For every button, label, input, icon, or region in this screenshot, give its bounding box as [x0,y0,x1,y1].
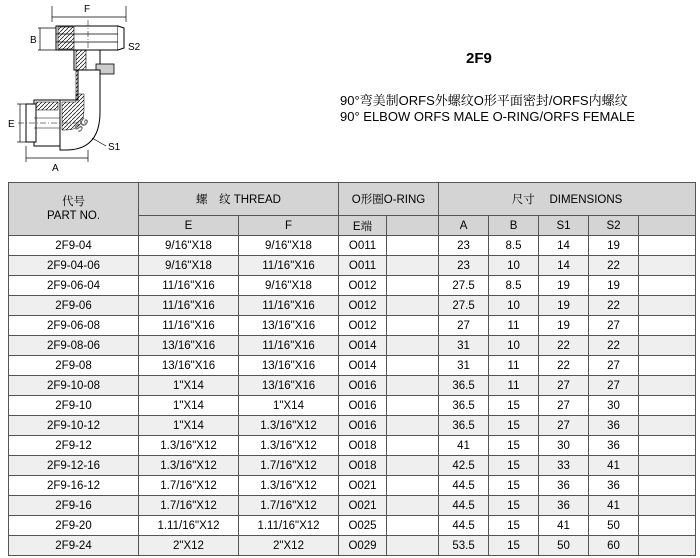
cell-e: 1.7/16"X12 [139,476,239,496]
cell-blank [639,536,696,556]
cell-f: 13/16"X16 [239,376,339,396]
cell-s2: 22 [589,336,639,356]
cell-blank [639,396,696,416]
cell-s2: 27 [589,316,639,336]
cell-s1: 19 [539,276,589,296]
cell-oring: O016 [339,416,387,436]
cell-a: 36.5 [439,396,489,416]
cell-a: 36.5 [439,416,489,436]
cell-s1: 22 [539,336,589,356]
cell-s2: 50 [589,516,639,536]
cell-blank [387,376,439,396]
cell-a: 31 [439,336,489,356]
table-row [9,416,696,436]
table-row [9,536,696,556]
header-part-no [9,183,139,236]
cell-b: 15 [489,416,539,436]
cell-s1: 14 [539,256,589,276]
cell-part: 2F9-10-12 [9,416,139,436]
cell-blank [639,276,696,296]
table-row [9,456,696,476]
title-chinese: 90°弯美制ORFS外螺纹O形平面密封/ORFS内螺纹 [340,93,628,108]
cell-blank [387,356,439,376]
cell-blank [387,536,439,556]
cell-s2: 36 [589,436,639,456]
cell-blank [387,336,439,356]
cell-part: 2F9-24 [9,536,139,556]
cell-s2: 30 [589,396,639,416]
subheader-a: A [439,216,489,236]
cell-e: 1.3/16"X12 [139,456,239,476]
dim-label-s2: S2 [128,42,141,53]
cell-s2: 22 [589,256,639,276]
cell-a: 36.5 [439,376,489,396]
header-oring: O形圈O-RING [339,183,439,216]
cell-b: 10 [489,336,539,356]
cell-s1: 33 [539,456,589,476]
cell-f: 13/16"X16 [239,356,339,376]
cell-blank [639,296,696,316]
cell-f: 1"X14 [239,396,339,416]
cell-a: 31 [439,356,489,376]
cell-f: 1.11/16"X12 [239,516,339,536]
cell-s1: 36 [539,496,589,516]
table-row [9,436,696,456]
cell-s2: 22 [589,296,639,316]
cell-oring: O025 [339,516,387,536]
cell-b: 8.5 [489,236,539,256]
cell-e: 13/16"X16 [139,336,239,356]
cell-part: 2F9-10 [9,396,139,416]
table-row [9,516,696,536]
cell-b: 15 [489,516,539,536]
table-row [9,316,696,336]
cell-s1: 27 [539,416,589,436]
cell-f: 11/16"X16 [239,336,339,356]
cell-blank [387,416,439,436]
header-thread: 螺 纹 THREAD [139,183,339,216]
cell-b: 10 [489,296,539,316]
cell-blank [387,296,439,316]
cell-b: 11 [489,376,539,396]
cell-f: 1.7/16"X12 [239,496,339,516]
cell-s1: 27 [539,376,589,396]
cell-blank [639,356,696,376]
cell-s2: 19 [589,236,639,256]
cell-oring: O029 [339,536,387,556]
subheader-blank [387,216,439,236]
cell-oring: O018 [339,456,387,476]
cell-blank [639,476,696,496]
cell-blank [639,376,696,396]
cell-a: 23 [439,256,489,276]
cell-blank [387,256,439,276]
dim-label-b: B [30,35,37,46]
cell-s1: 50 [539,536,589,556]
cell-f: 1.3/16"X12 [239,476,339,496]
cell-blank [639,456,696,476]
subheader-e: E [139,216,239,236]
cell-blank [639,256,696,276]
cell-e: 1"X14 [139,416,239,436]
table-row [9,256,696,276]
subheader-blank [639,216,696,236]
cell-b: 15 [489,496,539,516]
cell-oring: O021 [339,476,387,496]
cell-e: 1.11/16"X12 [139,516,239,536]
cell-oring: O011 [339,256,387,276]
table-row [9,296,696,316]
cell-blank [639,416,696,436]
cell-blank [387,236,439,256]
dim-label-e: E [8,119,15,130]
cell-b: 11 [489,356,539,376]
dim-label-s1: S1 [108,142,121,153]
table-row [9,236,696,256]
cell-f: 1.3/16"X12 [239,416,339,436]
cell-part: 2F9-10-08 [9,376,139,396]
cell-a: 41 [439,436,489,456]
table-row [9,396,696,416]
cell-e: 1.7/16"X12 [139,496,239,516]
subheader-s2: S2 [589,216,639,236]
cell-s2: 19 [589,276,639,296]
cell-s1: 19 [539,316,589,336]
cell-blank [639,496,696,516]
cell-part: 2F9-04 [9,236,139,256]
cell-b: 15 [489,536,539,556]
cell-a: 42.5 [439,456,489,476]
cell-s1: 27 [539,396,589,416]
spec-table [8,182,696,556]
cell-e: 9/16"X18 [139,236,239,256]
cell-e: 1"X14 [139,376,239,396]
table-row [9,476,696,496]
model-code: 2F9 [466,50,492,67]
cell-f: 9/16"X18 [239,236,339,256]
cell-s1: 19 [539,296,589,316]
cell-a: 53.5 [439,536,489,556]
cell-b: 10 [489,256,539,276]
cell-e: 11/16"X16 [139,276,239,296]
cell-part: 2F9-12-16 [9,456,139,476]
cell-a: 27.5 [439,276,489,296]
cell-blank [639,436,696,456]
cell-oring: O011 [339,236,387,256]
cell-a: 44.5 [439,496,489,516]
cell-s2: 27 [589,356,639,376]
cell-blank [639,336,696,356]
cell-blank [387,436,439,456]
cell-e: 1"X14 [139,396,239,416]
cell-b: 11 [489,316,539,336]
cell-f: 11/16"X16 [239,296,339,316]
cell-s2: 27 [589,376,639,396]
cell-oring: O021 [339,496,387,516]
cell-oring: O014 [339,336,387,356]
cell-blank [387,276,439,296]
header-dimensions: 尺寸 DIMENSIONS [439,183,696,216]
cell-s2: 60 [589,536,639,556]
cell-a: 27.5 [439,296,489,316]
title-english: 90° ELBOW ORFS MALE O-RING/ORFS FEMALE [340,109,635,124]
cell-part: 2F9-06-08 [9,316,139,336]
cell-e: 9/16"X18 [139,256,239,276]
cell-oring: O012 [339,316,387,336]
cell-b: 15 [489,396,539,416]
cell-blank [639,236,696,256]
cell-s2: 36 [589,416,639,436]
cell-f: 1.3/16"X12 [239,436,339,456]
cell-a: 44.5 [439,476,489,496]
cell-part: 2F9-12 [9,436,139,456]
cell-a: 27 [439,316,489,336]
cell-f: 2"X12 [239,536,339,556]
cell-part: 2F9-16 [9,496,139,516]
cell-e: 13/16"X16 [139,356,239,376]
cell-oring: O016 [339,396,387,416]
cell-f: 9/16"X18 [239,276,339,296]
cell-blank [639,516,696,536]
cell-s1: 30 [539,436,589,456]
cell-oring: O014 [339,356,387,376]
cell-b: 15 [489,476,539,496]
dim-label-a: A [52,163,59,174]
cell-blank [387,476,439,496]
cell-blank [387,456,439,476]
cell-e: 2"X12 [139,536,239,556]
cell-s1: 14 [539,236,589,256]
cell-part: 2F9-08 [9,356,139,376]
table-row [9,276,696,296]
cell-s2: 41 [589,456,639,476]
cell-oring: O016 [339,376,387,396]
cell-f: 11/16"X16 [239,256,339,276]
cell-part: 2F9-20 [9,516,139,536]
cell-oring: O012 [339,276,387,296]
header-part-en: PART NO. [46,210,101,222]
cell-f: 13/16"X16 [239,316,339,336]
subheader-s1: S1 [539,216,589,236]
cell-b: 8.5 [489,276,539,296]
cell-e: 11/16"X16 [139,316,239,336]
cell-part: 2F9-16-12 [9,476,139,496]
cell-e: 11/16"X16 [139,296,239,316]
cell-s1: 36 [539,476,589,496]
cell-oring: O012 [339,296,387,316]
cell-s2: 36 [589,476,639,496]
table-row [9,496,696,516]
subheader-f: F [239,216,339,236]
cell-blank [387,516,439,536]
cell-e: 1.3/16"X12 [139,436,239,456]
cell-b: 15 [489,436,539,456]
cell-part: 2F9-08-06 [9,336,139,356]
cell-part: 2F9-06-04 [9,276,139,296]
table-row [9,356,696,376]
elbow-fitting-drawing [0,0,160,180]
table-row [9,376,696,396]
cell-blank [639,316,696,336]
cell-a: 44.5 [439,516,489,536]
cell-a: 23 [439,236,489,256]
subheader-e-end: E端 [339,216,387,236]
cell-s1: 41 [539,516,589,536]
cell-s2: 41 [589,496,639,516]
cell-blank [387,396,439,416]
cell-oring: O018 [339,436,387,456]
header-part-cn: 代号 [62,196,85,208]
dim-label-f: F [84,4,91,15]
subheader-b: B [489,216,539,236]
body-marking-sg: SG [72,115,92,136]
cell-f: 1.7/16"X12 [239,456,339,476]
cell-blank [387,496,439,516]
cell-s1: 22 [539,356,589,376]
cell-blank [387,316,439,336]
cell-b: 15 [489,456,539,476]
cell-part: 2F9-04-06 [9,256,139,276]
table-row [9,336,696,356]
cell-part: 2F9-06 [9,296,139,316]
